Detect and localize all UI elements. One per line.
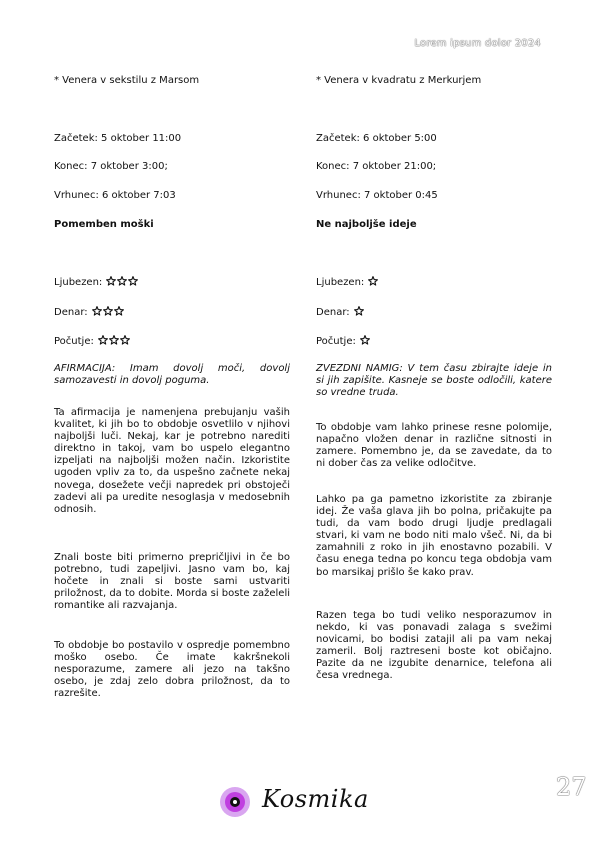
right-title: * Venera v kvadratu z Merkurjem — [316, 75, 482, 86]
brand-name: Kosmika — [262, 785, 369, 813]
right-love-row — [316, 276, 379, 290]
right-peak: Vrhunec: 7 oktober 0:45 — [316, 190, 438, 201]
right-mood-row — [316, 335, 371, 349]
left-title: * Venera v sekstilu z Marsom — [54, 75, 200, 86]
star-icon — [114, 306, 124, 316]
money-label: Denar: — [54, 307, 88, 318]
left-paragraph-1: Ta afirmacija je namenjena prebujanju vaših kvalitet, ki jih bo to obdobje osvetlilo v njihovi najboljši luči. Nekaj, kar je potrebno narediti direktno in takoj, vam bo uspelo elegantno izpeljati na najboljši možen način. Izkoristite ugoden vpliv za to, da uspešno začnete nekaj novega, dosežete večji napredek pri obstoječi zadevi ali pa uredite nesoglasja v medosebnih odnosih. — [54, 407, 290, 515]
star-icon — [109, 335, 119, 345]
left-affirmation: AFIRMACIJA: Imam dovolj moči, dovolj samozavesti in dovolj poguma. — [54, 363, 290, 387]
right-paragraph-2: Lahko pa ga pametno izkoristite za zbiranje idej. Že vaša glava jih bo polna, pričakujte pa tudi, da vam bodo drugi ljudje predlagali stvari, ki vam ne bodo niti malo všeč. Ni, da bi zamahnili z roko in jih enostavno pozabili. V času enega tedna po koncu tega obdobja vam bo marsikaj prišlo še kako prav. — [316, 494, 552, 578]
left-money-row — [54, 306, 125, 320]
kosmika-logo-icon — [220, 787, 250, 817]
star-icon — [92, 306, 102, 316]
love-label: Ljubezen: — [54, 277, 103, 288]
love-rating — [368, 276, 379, 290]
star-icon — [354, 306, 364, 316]
love-label: Ljubezen: — [316, 277, 365, 288]
left-love-row — [54, 276, 139, 290]
right-paragraph-3: Razen tega bo tudi veliko nesporazumov in nekdo, ki vas ponavadi zalaga s svežimi novicami, bo bodisi zatajil ali pa vam nekaj zameril. Bolj raztreseni boste kot običajno. Pazite da ne izgubite denarnice, telefona ali česa vrednega. — [316, 610, 552, 682]
mood-rating — [360, 335, 371, 349]
left-mood-row — [54, 335, 131, 349]
left-peak: Vrhunec: 6 oktober 7:03 — [54, 190, 176, 201]
right-money-row — [316, 306, 365, 320]
star-icon — [106, 276, 116, 286]
star-icon — [103, 306, 113, 316]
mood-rating — [98, 335, 131, 349]
left-heading: Pomemben moški — [54, 219, 154, 230]
money-rating — [92, 306, 125, 320]
star-icon — [98, 335, 108, 345]
left-paragraph-2: Znali boste biti primerno prepričljivi in če bo potrebno, tudi zapeljivi. Jasno vam bo, kaj hočete in znali si boste sami ustvariti priložnost, da to dobite. Morda si boste zaželeli romantike ali razvajanja. — [54, 552, 290, 612]
love-rating — [106, 276, 139, 290]
header-text: Lorem ipsum dolor 2024 — [414, 38, 541, 49]
star-icon — [117, 276, 127, 286]
right-end: Konec: 7 oktober 21:00; — [316, 161, 437, 172]
money-rating — [354, 306, 365, 320]
right-tip: ZVEZDNI NAMIG: V tem času zbirajte ideje in si jih zapišite. Kasneje se boste odločili, katere so vredne truda. — [316, 363, 552, 399]
right-start: Začetek: 6 oktober 5:00 — [316, 133, 437, 144]
mood-label: Počutje: — [316, 336, 356, 347]
right-heading: Ne najboljše ideje — [316, 219, 417, 230]
money-label: Denar: — [316, 307, 350, 318]
left-paragraph-3: To obdobje bo postavilo v ospredje pomembno moško osebo. Če imate kakršnekoli nesporazume, zamere ali jezo na takšno osebo, je zdaj zelo dobra priložnost, da to razrešite. — [54, 640, 290, 700]
star-icon — [128, 276, 138, 286]
star-icon — [368, 276, 378, 286]
mood-label: Počutje: — [54, 336, 94, 347]
right-paragraph-1: To obdobje vam lahko prinese resne polomije, napačno vložen denar in različne sitnosti in zamere. Pomembno je, da se zavedate, da to ni dober čas za velike odločitve. — [316, 422, 552, 470]
page-number: 27 — [556, 773, 587, 801]
left-start: Začetek: 5 oktober 11:00 — [54, 133, 182, 144]
star-icon — [120, 335, 130, 345]
left-end: Konec: 7 oktober 3:00; — [54, 161, 168, 172]
star-icon — [360, 335, 370, 345]
